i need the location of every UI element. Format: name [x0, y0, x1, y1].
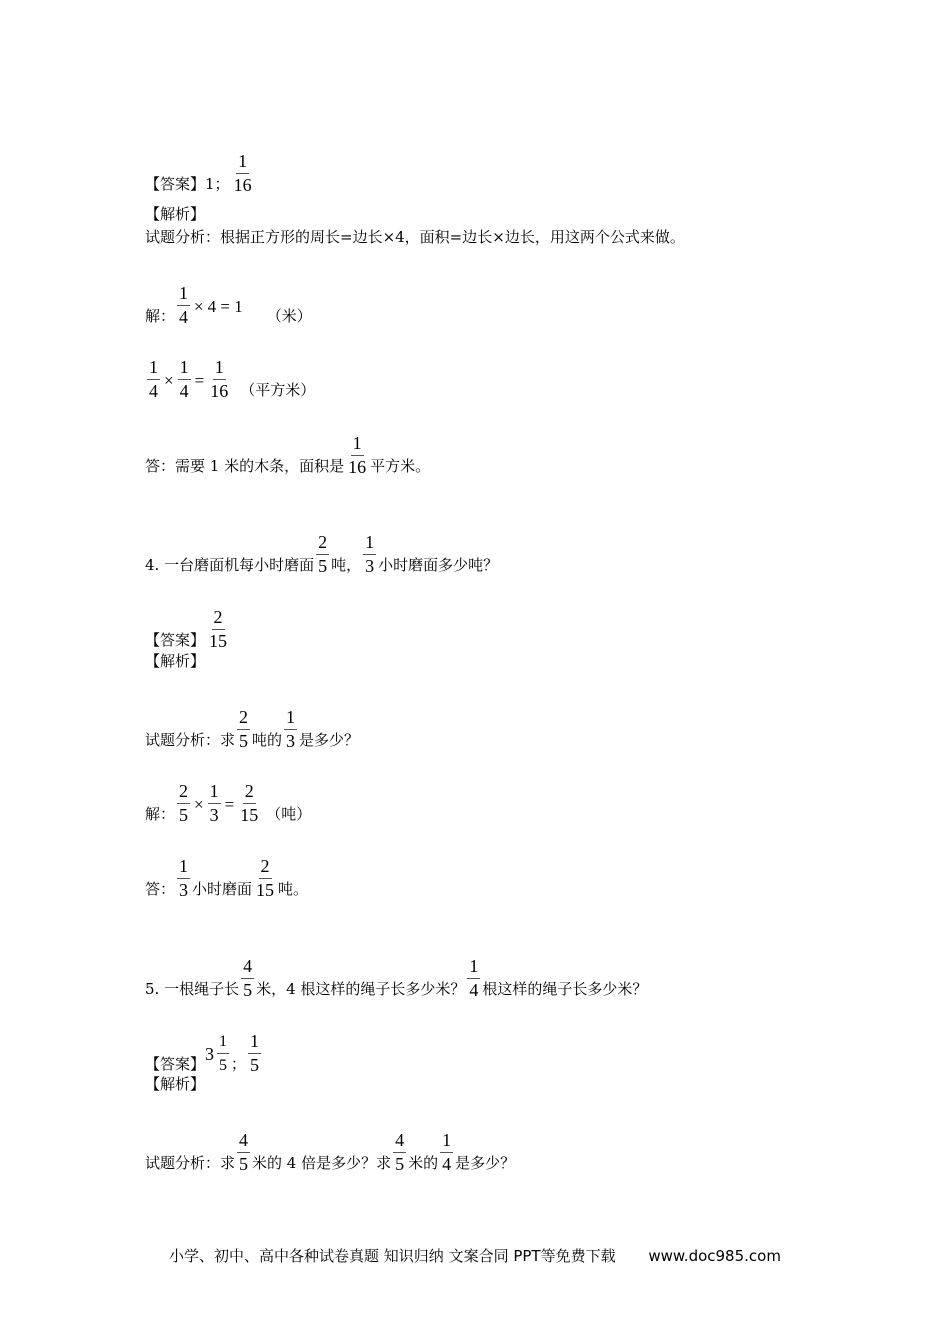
fraction: $\frac{1}{3}$	[365, 532, 375, 576]
footer-link[interactable]: www.doc985.com	[648, 1247, 781, 1265]
fraction: $\frac{2}{15}$	[240, 781, 259, 825]
unit: （平方米）	[240, 381, 316, 399]
unit: （吨）	[266, 805, 312, 823]
fraction: $\frac{1}{16}$	[210, 357, 229, 401]
q4-analysis-label: 【解析】	[145, 652, 206, 670]
fraction: $\frac{2}{5}$	[179, 781, 189, 825]
q4-question: 4. 一台磨面机每小时磨面 $\frac{2}{5}$ 吨， $\frac{1}{3}$ 小时磨面多少吨？	[145, 532, 499, 576]
fraction: $\frac{2}{15}$	[256, 856, 275, 900]
fraction: $\frac{1}{5}$	[219, 1033, 228, 1074]
fraction: $\frac{1}{3}$	[209, 781, 219, 825]
q4-solve-line: 解： $\frac{2}{5}$ × $\frac{1}{3}$ = $\frac{2}{15}$ （吨）	[145, 781, 312, 825]
fraction: $\frac{2}{5}$	[318, 532, 328, 576]
q4-analysis-text: 试题分析：求 $\frac{2}{5}$ 吨的 $\frac{1}{3}$ 是多少？	[145, 707, 360, 751]
fraction: $\frac{1}{4}$	[149, 357, 158, 401]
s3-solve-line: 解： $\frac{1}{4}$ × 4 = 1 （米）	[145, 283, 312, 327]
fraction: $\frac{1}{4}$	[179, 283, 189, 327]
q5-analysis-label: 【解析】	[145, 1075, 206, 1093]
fraction: $\frac{1}{16}$	[233, 151, 252, 195]
fraction: $\frac{2}{5}$	[239, 707, 249, 751]
q5-analysis-text: 试题分析：求 $\frac{4}{5}$ 米的 4 倍是多少？求 $\frac{4}{5}$ 米的 $\frac{1}{4}$ 是多少？	[145, 1130, 516, 1174]
fraction: $\frac{1}{4}$	[442, 1130, 452, 1174]
fraction: $\frac{4}{5}$	[243, 956, 253, 1000]
page-footer	[0, 1245, 950, 1266]
q5-question: 5. 一根绳子长 $\frac{4}{5}$ 米，4 根这样的绳子长多少米？ $\frac{1}{4}$ 根这样的绳子长多少米？	[145, 956, 648, 1000]
s3-equation-line: $\frac{1}{4}$ × $\frac{1}{4}$ = $\frac{1}{16}$ （平方米）	[149, 357, 316, 401]
s3-answer-line	[145, 150, 256, 193]
fraction: $\frac{1}{5}$	[250, 1031, 260, 1075]
answer-value: 1；	[205, 175, 230, 193]
q4-final-answer: 答： $\frac{1}{3}$ 小时磨面 $\frac{2}{15}$ 吨。	[145, 856, 309, 900]
fraction: $\frac{1}{3}$	[179, 856, 189, 900]
fraction: $\frac{1}{4}$	[179, 357, 189, 401]
footer-text: 小学、初中、高中各种试卷真题 知识归纳 文案合同 PPT等免费下载	[169, 1247, 616, 1265]
mixed-number: 3 $\frac{1}{5}$	[205, 1033, 228, 1074]
s3-analysis-label: 【解析】	[145, 205, 206, 223]
s3-analysis-text: 试题分析：根据正方形的周长=边长×4，面积=边长×边长，用这两个公式来做。	[145, 228, 685, 246]
unit: （米）	[266, 307, 312, 325]
fraction: $\frac{4}{5}$	[239, 1130, 249, 1174]
fraction: $\frac{2}{15}$	[209, 607, 228, 651]
s3-final-answer: 答：需要 1 米的木条，面积是 $\frac{1}{16}$ 平方米。	[145, 433, 431, 477]
fraction: $\frac{1}{4}$	[469, 956, 479, 1000]
q4-answer-line: 【答案】 $\frac{2}{15}$	[145, 607, 228, 651]
fraction: $\frac{1}{3}$	[286, 707, 296, 751]
answer-label: 【答案】	[145, 175, 206, 193]
fraction: $\frac{1}{16}$	[348, 433, 367, 477]
fraction: $\frac{4}{5}$	[395, 1130, 405, 1174]
q5-answer-line: 【答案】 3 $\frac{1}{5}$ ； $\frac{1}{5}$	[145, 1031, 260, 1075]
